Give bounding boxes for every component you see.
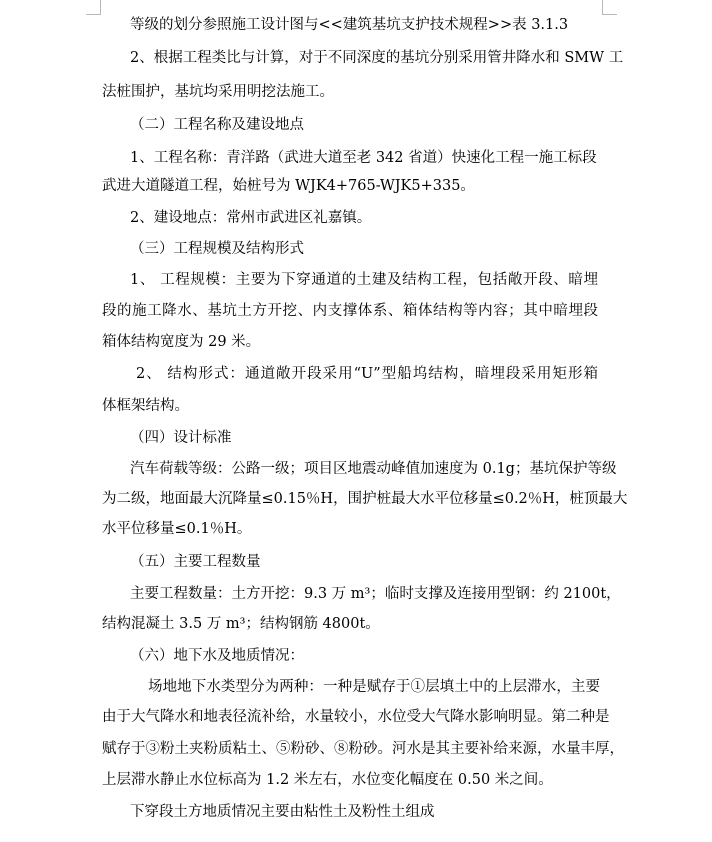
text-line: 1、 工程规模：主要为下穿通道的土建及结构工程，包括敞开段、暗埋 bbox=[130, 272, 598, 288]
text-line: 上层滞水静止水位标高为 1.2 米左右，水位变化幅度在 0.50 米之间。 bbox=[102, 772, 553, 788]
section-heading: （三）工程规模及结构形式 bbox=[130, 241, 304, 257]
text-line: 由于大气降水和地表径流补给，水量较小，水位受大气降水影响明显。第二种是 bbox=[102, 709, 610, 725]
text-line: 段的施工降水、基坑土方开挖、内支撑体系、箱体结构等内容；其中暗埋段 bbox=[102, 303, 598, 319]
page-corner-mark-right bbox=[602, 0, 617, 15]
section-heading: （六）地下水及地质情况： bbox=[130, 648, 304, 664]
text-line: 水平位移量≤0.1％H。 bbox=[102, 521, 252, 537]
section-heading: （五）主要工程数量 bbox=[130, 554, 261, 570]
text-line: 为二级，地面最大沉降量≤0.15％H，围护桩最大水平位移量≤0.2％H，桩顶最大 bbox=[102, 491, 628, 507]
text-line: 2、根据工程类比与计算，对于不同深度的基坑分别采用管井降水和 SMW 工 bbox=[130, 50, 624, 66]
text-line: 体框架结构。 bbox=[102, 398, 189, 414]
text-line: 结构混凝土 3.5 万 m³；结构钢筋 4800t。 bbox=[102, 616, 380, 632]
text-line: 等级的划分参照施工设计图与<<建筑基坑支护技术规程>>表 3.1.3 bbox=[130, 17, 569, 33]
text-line: 武进大道隧道工程，始桩号为 WJK4+765-WJK5+335。 bbox=[102, 178, 475, 194]
page-corner-mark-left bbox=[86, 0, 101, 15]
text-line: 2、 结构形式：通道敞开段采用“U”型船坞结构，暗埋段采用矩形箱 bbox=[136, 366, 598, 382]
text-line: 赋存于③粉土夹粉质粘土、⑤粉砂、⑧粉砂。河水是其主要补给来源，水量丰厚， bbox=[102, 741, 624, 757]
section-heading: （二）工程名称及建设地点 bbox=[130, 117, 304, 133]
text-line: 2、建设地点：常州市武进区礼嘉镇。 bbox=[130, 210, 372, 226]
text-line: 主要工程数量：土方开挖：9.3 万 m³；临时支撑及连接用型钢：约 2100t， bbox=[130, 586, 621, 602]
text-line: 下穿段土方地质情况主要由粘性土及粉性土组成 bbox=[130, 804, 435, 820]
section-heading: （四）设计标准 bbox=[130, 430, 232, 446]
text-line: 法桩围护，基坑均采用明挖法施工。 bbox=[102, 84, 334, 100]
text-line: 场地地下水类型分为两种：一种是赋存于①层填土中的上层滞水，主要 bbox=[148, 679, 600, 695]
text-line: 汽车荷载等级：公路一级；项目区地震动峰值加速度为 0.1g；基坑保护等级 bbox=[130, 461, 617, 477]
text-line: 箱体结构宽度为 29 米。 bbox=[102, 334, 261, 350]
text-line: 1、工程名称：青洋路（武进大道至老 342 省道）快速化工程一施工标段 bbox=[130, 150, 597, 166]
